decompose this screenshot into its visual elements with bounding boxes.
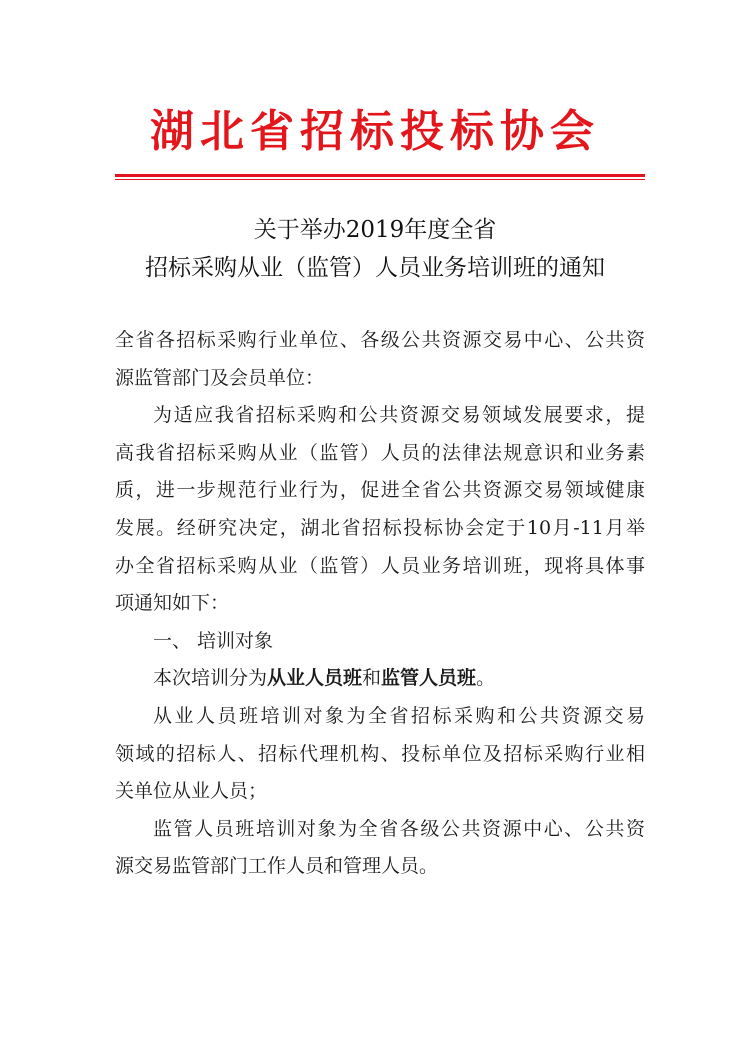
body-line-practitioner-1: 从业人员班培训对象为全省招标采购和公共资源交易 [153,704,645,727]
body-line-para1-1: 为适应我省招标采购和公共资源交易领域发展要求，提 [153,404,645,427]
body-line-para1-3: 质，进一步规范行业行为，促进全省公共资源交易领域健康 [115,479,645,502]
body-line-practitioner-2: 领域的招标人、招标代理机构、投标单位及招标采购行业相 [115,742,645,765]
body-line-classes [115,660,645,698]
header-rule-thick [115,174,645,177]
body-line-para1-5: 办全省招标采购从业（监管）人员业务培训班，现将具体事 [115,554,645,577]
body-line-regulator-1: 监管人员班培训对象为全省各级公共资源中心、公共资 [153,817,645,840]
body-line-addressee-1: 全省各招标采购行业单位、各级公共资源交易中心、公共资 [115,329,645,351]
classes-text-and: 和 [362,667,382,690]
class-name-regulator: 监管人员班 [381,667,477,690]
classes-text-prefix: 本次培训分为 [153,667,268,690]
header-rule-thin [115,179,645,180]
body-line-para1-6: 项通知如下： [115,592,230,615]
org-header: 湖北省招标投标协会 [150,106,600,157]
notice-title-line-2: 招标采购从业（监管）人员业务培训班的通知 [145,255,605,281]
section-heading-training-target: 一、 培训对象 [153,629,274,652]
notice-title-line-1: 关于举办2019年度全省 [253,217,497,243]
body-line-practitioner-3: 关单位从业人员； [115,780,268,803]
class-name-practitioner: 从业人员班 [267,667,363,690]
classes-text-period: 。 [476,667,496,690]
body-line-regulator-2: 源交易监管部门工作人员和管理人员。 [115,855,439,878]
body-line-para1-4: 发展。经研究决定，湖北省招标投标协会定于10月-11月举 [115,516,645,539]
notice-body [115,322,645,886]
body-line-addressee-2: 源监管部门及会员单位： [115,366,325,389]
body-line-para1-2: 高我省招标采购从业（监管）人员的法律法规意识和业务素 [115,441,645,464]
